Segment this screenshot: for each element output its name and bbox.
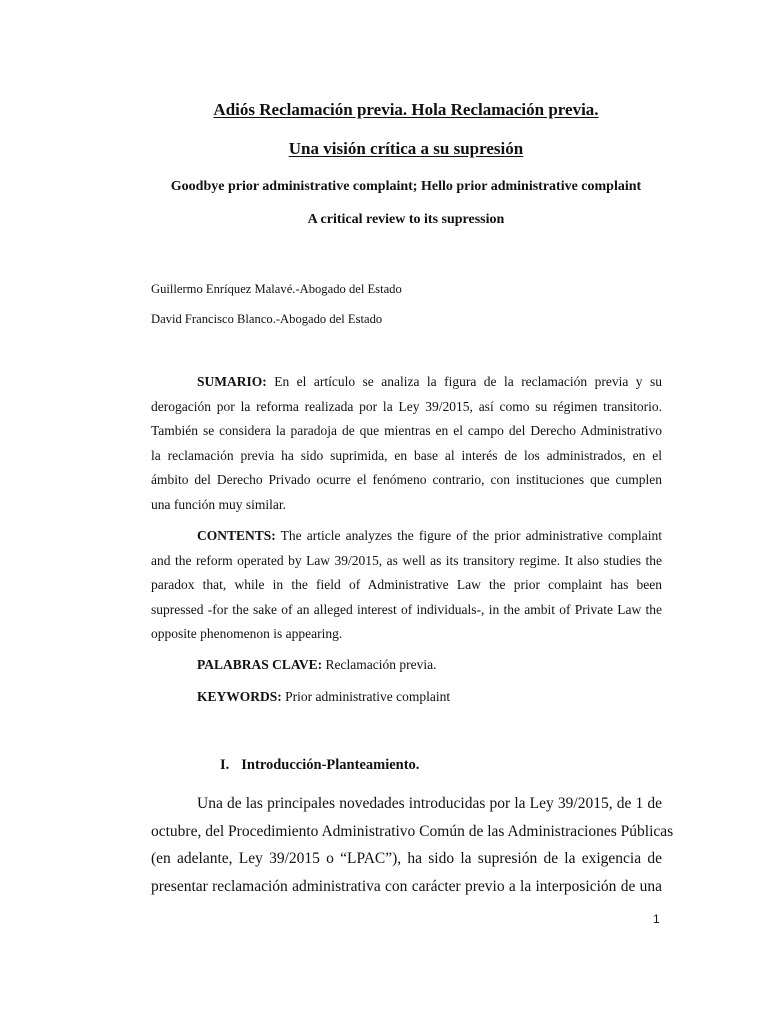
- contents-text: The article analyzes the figure of the prior administrative complaint: [275, 528, 662, 543]
- intro-line: Una de las principales novedades introducidas por la Ley 39/2015, de 1 de: [197, 795, 662, 812]
- sumario-text: En el artículo se analiza la figura de la reclamación previa y su: [266, 374, 662, 389]
- section-heading: [220, 757, 419, 774]
- contents-line: supressed -for the sake of an alleged interest of individuals-, in the ambit of Private Law the: [151, 601, 662, 617]
- contents-line: and the reform operated by Law 39/2015, as well as its transitory regime. It also studies the: [151, 552, 662, 568]
- title-spanish-sub: Una visión crítica a su supresión: [288, 139, 524, 158]
- page-number: 1: [653, 912, 660, 926]
- section-number: I.: [220, 757, 230, 773]
- sumario-line: También se considera la paradoja de que mientras en el campo del Derecho Administrativo: [151, 423, 662, 438]
- sumario-line: ámbito del Derecho Privado ocurre el fenómeno contrario, con instituciones que cumplen: [151, 472, 662, 487]
- author-2: David Francisco Blanco.-Abogado del Estado: [151, 312, 383, 326]
- palabras-clave-value: Reclamación previa.: [322, 657, 437, 672]
- contents-paragraph: [151, 524, 662, 647]
- title-english-sub: A critical review to its supression: [307, 212, 505, 227]
- intro-line: (en adelante, Ley 39/2015 o “LPAC”), ha sido la supresión de la exigencia de: [151, 850, 662, 867]
- palabras-clave-label: PALABRAS CLAVE:: [197, 657, 323, 672]
- keywords-value: Prior administrative complaint: [281, 689, 451, 704]
- sumario-line: la reclamación previa ha sido suprimida, en base al interés de los administrados, en el: [151, 447, 662, 463]
- sumario-line: [151, 370, 662, 395]
- sumario-line: una función muy similar.: [151, 496, 286, 512]
- sumario-label: SUMARIO:: [197, 374, 267, 389]
- contents-line: [151, 524, 662, 549]
- intro-line: octubre, del Procedimiento Administrativo Común de las Administraciones Públicas: [151, 822, 674, 840]
- contents-line: opposite phenomenon is appearing.: [151, 626, 343, 641]
- author-1: Guillermo Enríquez Malavé.-Abogado del Estado: [151, 282, 402, 296]
- keywords-label: KEYWORDS:: [197, 689, 282, 704]
- title-english-main: Goodbye prior administrative complaint; Hello prior administrative complaint: [170, 179, 642, 194]
- intro-line: presentar reclamación administrativa con carácter previo a la interposición de una: [151, 877, 662, 895]
- section-title: Introducción-Planteamiento.: [241, 757, 420, 773]
- intro-paragraph: [151, 790, 674, 900]
- contents-line: paradox that, while in the field of Administrative Law the prior complaint has been: [151, 577, 662, 592]
- palabras-clave: [197, 657, 436, 673]
- sumario-paragraph: [151, 370, 662, 517]
- contents-label: CONTENTS:: [197, 528, 276, 543]
- title-spanish-main: Adiós Reclamación previa. Hola Reclamación previa.: [213, 100, 599, 119]
- keywords: [197, 689, 450, 705]
- sumario-line: derogación por la reforma realizada por la Ley 39/2015, así como su régimen transitorio.: [151, 398, 662, 414]
